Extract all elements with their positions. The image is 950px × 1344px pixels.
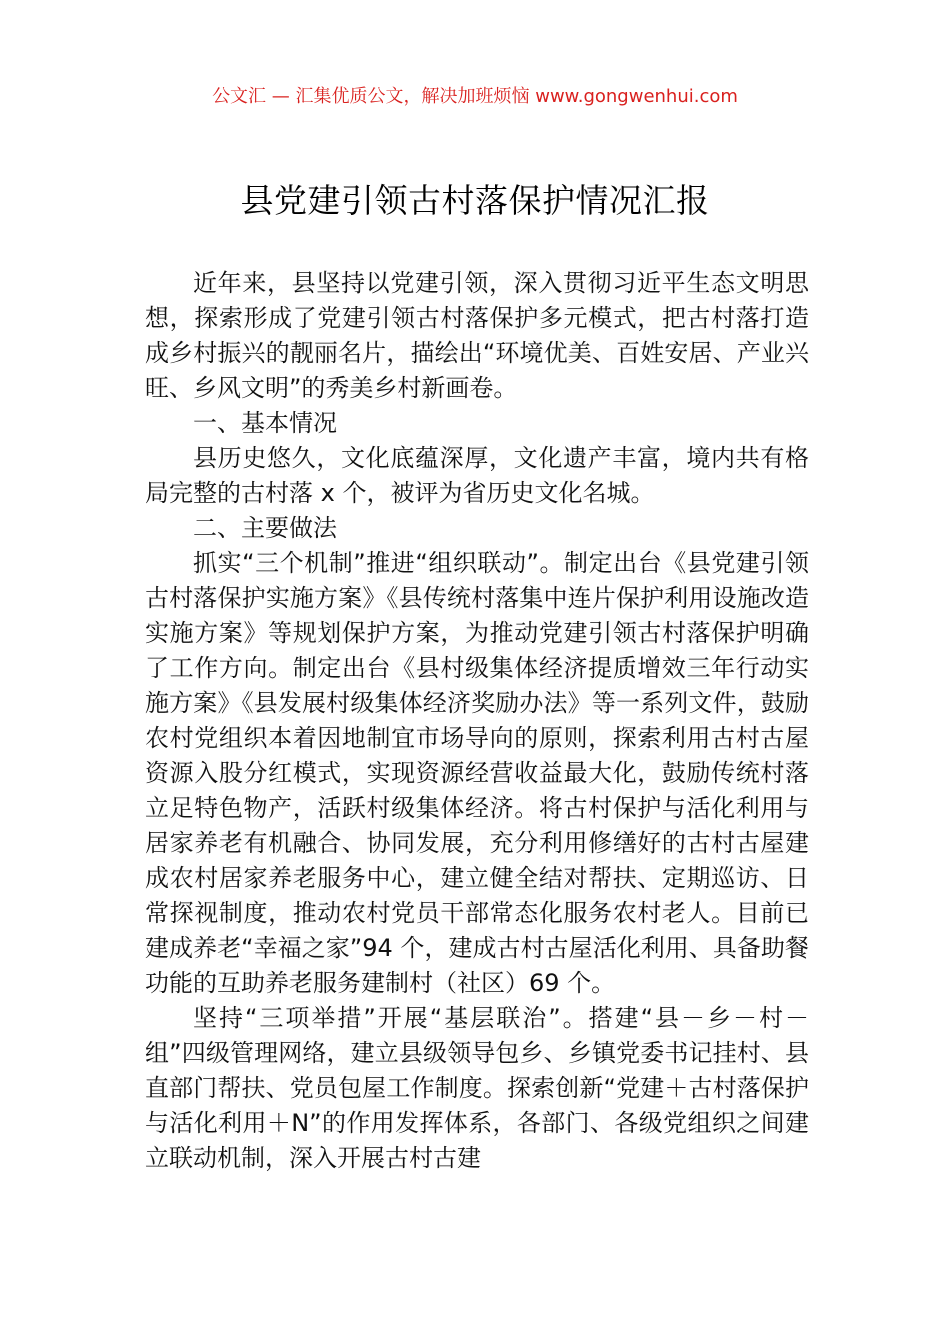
basic-situation-paragraph: 县历史悠久，文化底蕴深厚，文化遗产丰富，境内共有格局完整的古村落 x 个，被评为省历史文化名城。	[145, 444, 809, 507]
document-title: 县党建引领古村落保护情况汇报	[240, 181, 710, 220]
section-heading-main-practices: 二、主要做法	[193, 514, 337, 542]
practice-paragraph-organization: 抓实“三个机制”推进“组织联动”。制定出台《县党建引领古村落保护实施方案》《县传统村落集中连片保护利用设施改造实施方案》等规划保护方案，为推动党建引领古村落保护明确了工作方向。制定出台《县村级集体经济提质增效三年行动实施方案》《县发展村级集体经济奖励办法》等一系列文件，鼓励农村党组织本着因地制宜市场导向的原则，探索利用古村古屋资源入股分红模式，实现资源经营收益最大化，鼓励传统村落立足特色物产，活跃村级集体经济。将古村保护与活化利用与居家养老有机融合、协同发展，充分利用修缮好的古村古屋建成农村居家养老服务中心，建立健全结对帮扶、定期巡访、日常探视制度，推动农村党员干部常态化服务农村老人。目前已建成养老“幸福之家”94 个，建成古村古屋活化利用、具备助餐功能的互助养老服务建制村（社区）69 个。	[145, 549, 809, 997]
header-banner: 公文汇 — 汇集优质公文，解决加班烦恼 www.gongwenhui.com	[212, 86, 738, 107]
document-body	[145, 266, 809, 1176]
section-heading-basic-situation: 一、基本情况	[193, 409, 337, 437]
intro-paragraph: 近年来，县坚持以党建引领，深入贯彻习近平生态文明思想，探索形成了党建引领古村落保护多元模式，把古村落打造成乡村振兴的靓丽名片，描绘出“环境优美、百姓安居、产业兴旺、乡风文明”的秀美乡村新画卷。	[145, 269, 809, 402]
practice-paragraph-governance: 坚持“三项举措”开展“基层联治”。搭建“县－乡－村－组”四级管理网络，建立县级领导包乡、乡镇党委书记挂村、县直部门帮扶、党员包屋工作制度。探索创新“党建＋古村落保护与活化利用＋N”的作用发挥体系，各部门、各级党组织之间建立联动机制，深入开展古村古建	[145, 1004, 809, 1172]
